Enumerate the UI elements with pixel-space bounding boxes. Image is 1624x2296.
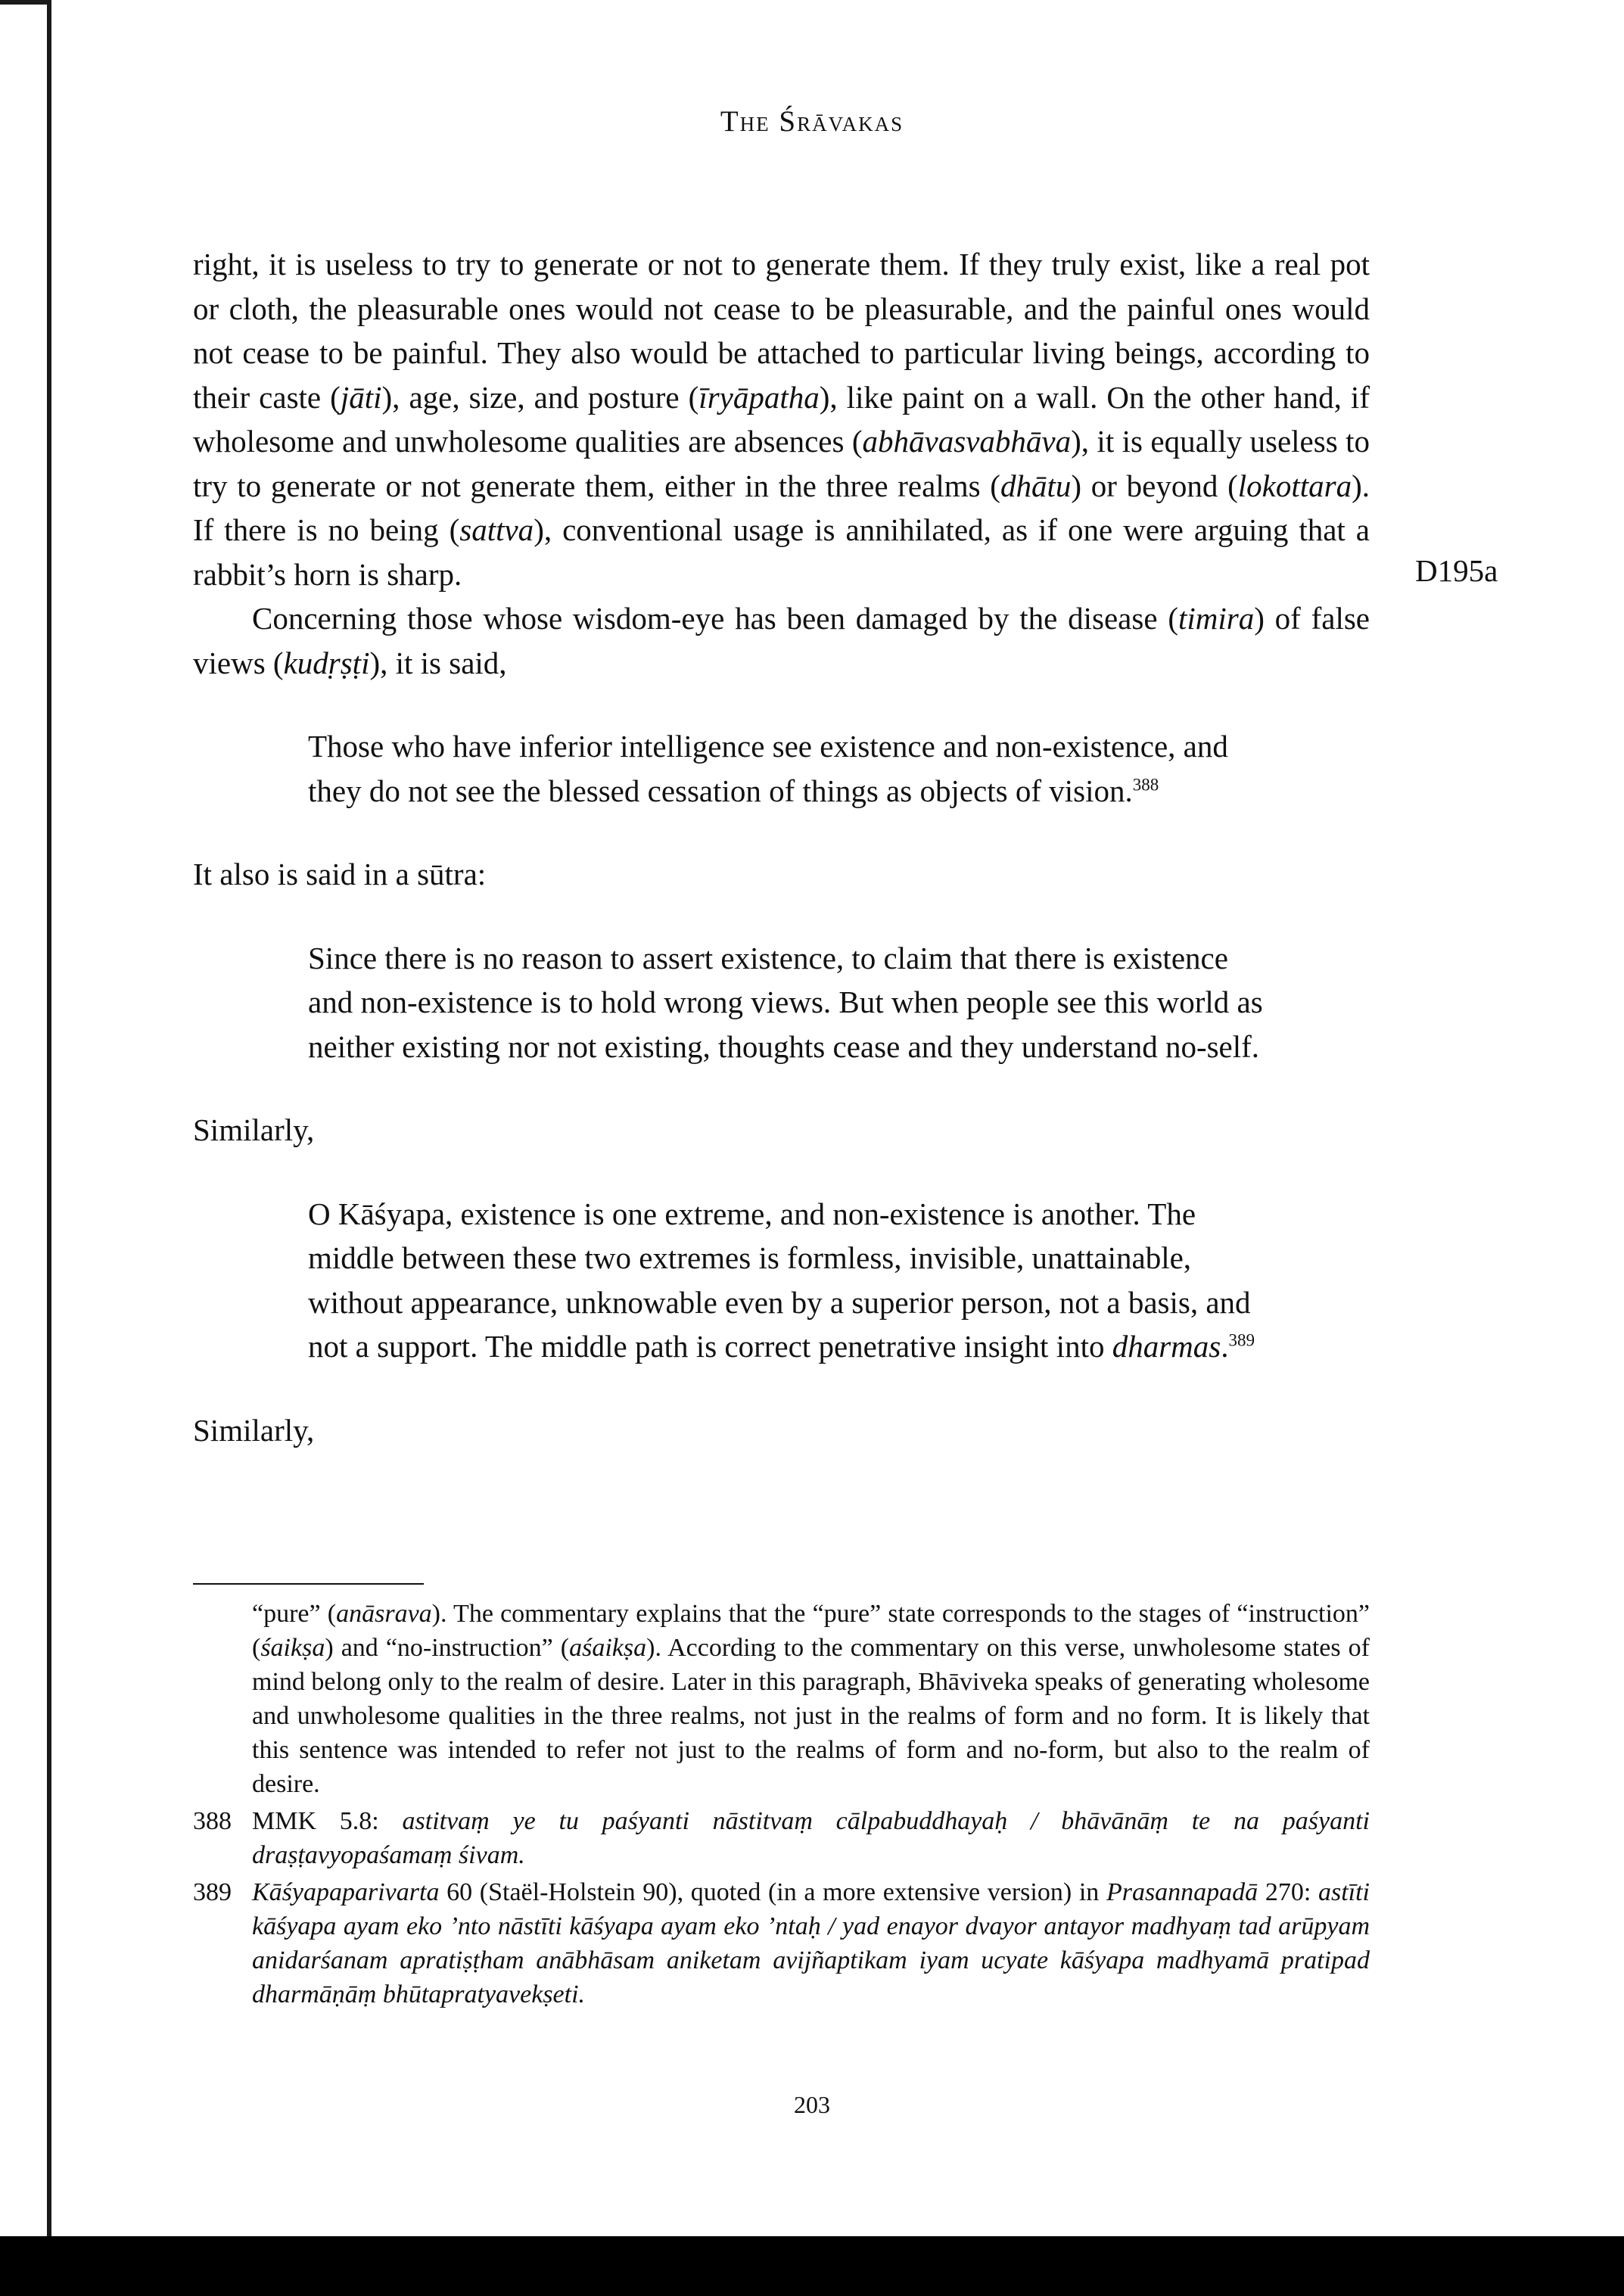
italic-term: lokottara (1237, 468, 1352, 503)
text-run: Those who have inferior intelligence see existence and non-existence, and they do not see the blessed cessation of things as objects of vision. (308, 729, 1228, 808)
page-binding-edge-corner (0, 0, 47, 5)
footnote-reference: 388 (1132, 774, 1159, 794)
italic-term: Prasannapadā (1106, 1878, 1258, 1906)
paragraph (193, 1408, 1370, 1453)
text-run: Similarly, (193, 1112, 315, 1147)
italic-term: śaikṣa (260, 1634, 325, 1662)
text-run: “pure” ( (252, 1600, 337, 1628)
quote-text (308, 724, 1269, 813)
text-run: ), conventional usage is annihilated, as if one were arguing that a rabbit’s horn is sharp. (193, 512, 1370, 592)
italic-term: kudṛṣṭi (283, 645, 370, 680)
footnote-body (252, 1875, 1370, 2011)
text-run: ). If there is no being ( (193, 468, 1370, 547)
main-text (193, 242, 1370, 1452)
block-quote (308, 1192, 1269, 1369)
text-run: Similarly, (193, 1412, 315, 1448)
footnote-388 (193, 1804, 1370, 1872)
text-run: ), like paint on a wall. On the other hand, if wholesome and unwholesome qualities are absences ( (193, 379, 1370, 459)
italic-term: sattva (459, 512, 534, 547)
scan-bottom-border (0, 2236, 1624, 2296)
paragraph (193, 852, 1370, 897)
text-run: ) or beyond ( (1071, 468, 1238, 503)
italic-term: astitvaṃ ye tu paśyanti nāstitvaṃ cālpabuddhayaḥ / bhāvānāṃ te na paśyanti draṣṭavyopaśamaṃ śivam. (252, 1807, 1370, 1869)
footnote-rule (193, 1583, 424, 1585)
text-run: ) of false views ( (193, 601, 1370, 680)
text-run: ), it is said, (369, 645, 507, 680)
paragraph (193, 242, 1370, 596)
text-run: Since there is no reason to assert existence, to claim that there is existence and non-existence is to hold wrong views. But when people see this world as neither existing nor not existing, thoughts cease and they understand no-self. (308, 940, 1263, 1064)
quote-text (308, 1192, 1269, 1369)
italic-term: dharmas (1112, 1329, 1221, 1364)
italic-term: astīti kāśyapa ayam eko ’nto nāstīti kāśyapa ayam eko ’ntaḥ / yad enayor dvayor antayor madhyaṃ tad arūpyam anidarśanam apratiṣṭham anābhāsam aniketam avijñaptikam iyam ucyate kāśyapa madhyamā pratipad dharmāṇāṃ bhūtapratyavekṣeti. (252, 1878, 1370, 2008)
text-run: ), it is equally useless to try to generate or not generate them, either in the three realms ( (193, 424, 1370, 503)
italic-term: abhāvasvabhāva (862, 424, 1072, 459)
footnote-continuation (252, 1597, 1370, 1801)
text-run: 270: (1258, 1878, 1318, 1906)
paragraph (193, 596, 1370, 685)
running-head: The Śrāvakas (720, 105, 904, 138)
text-run: 60 (Staël-Holstein 90), quoted (in a more extensive version) in (439, 1878, 1106, 1906)
paragraph (193, 1108, 1370, 1153)
footnote-body (252, 1804, 1370, 1872)
italic-term: dhātu (1000, 468, 1072, 503)
quote-text (308, 936, 1269, 1069)
text-run: ) and “no-instruction” ( (325, 1634, 570, 1662)
text-run: It also is said in a sūtra: (193, 857, 487, 891)
footnote-number: 389 (193, 1878, 232, 1906)
italic-term: anāsrava (336, 1600, 432, 1628)
italic-term: jāti (340, 379, 382, 415)
footnote-number: 388 (193, 1807, 232, 1835)
italic-term: īryāpatha (698, 379, 820, 415)
footnotes (193, 1583, 1370, 2011)
block-quote (308, 936, 1269, 1069)
block-quote (308, 724, 1269, 813)
text-run: O Kāśyapa, existence is one extreme, and non-existence is another. The middle between these two extremes is formless, invisible, unattainable, without appearance, unknowable even by a superior person, not a basis, and not a support. The middle path is correct penetrative insight into (308, 1196, 1251, 1364)
italic-term: aśaikṣa (569, 1634, 647, 1662)
footnote-389 (193, 1875, 1370, 2011)
text-run: . (1221, 1329, 1229, 1364)
page-number: 203 (794, 2091, 830, 2118)
text-run: ), age, size, and posture ( (381, 379, 699, 415)
text-run: ). The commentary explains that the “pure” state corresponds to the stages of “instruction” ( (252, 1600, 1370, 1662)
text-run: Concerning those whose wisdom-eye has been damaged by the disease ( (252, 601, 1178, 636)
page-binding-edge (47, 0, 51, 2240)
margin-reference: D195a (1415, 553, 1498, 588)
italic-term: Kāśyapaparivarta (252, 1878, 440, 1906)
italic-term: timira (1178, 601, 1255, 636)
text-run: MMK 5.8: (252, 1807, 403, 1835)
footnote-reference: 389 (1228, 1330, 1255, 1350)
text-run: ). According to the commentary on this verse, unwholesome states of mind belong only to the realm of desire. Later in this paragraph, Bhāviveka speaks of generating wholesome and unwholesome qualities in the three realms, not just in the realms of form and no form. It is likely that this sentence was intended to refer not just to the realms of form and no-form, but also to the realm of desire. (252, 1634, 1370, 1798)
text-run: right, it is useless to try to generate or not to generate them. If they truly exist, like a real pot or cloth, the pleasurable ones would not cease to be pleasurable, and the painful ones would not cease to be painful. They also would be attached to particular living beings, according to their caste ( (193, 247, 1370, 415)
